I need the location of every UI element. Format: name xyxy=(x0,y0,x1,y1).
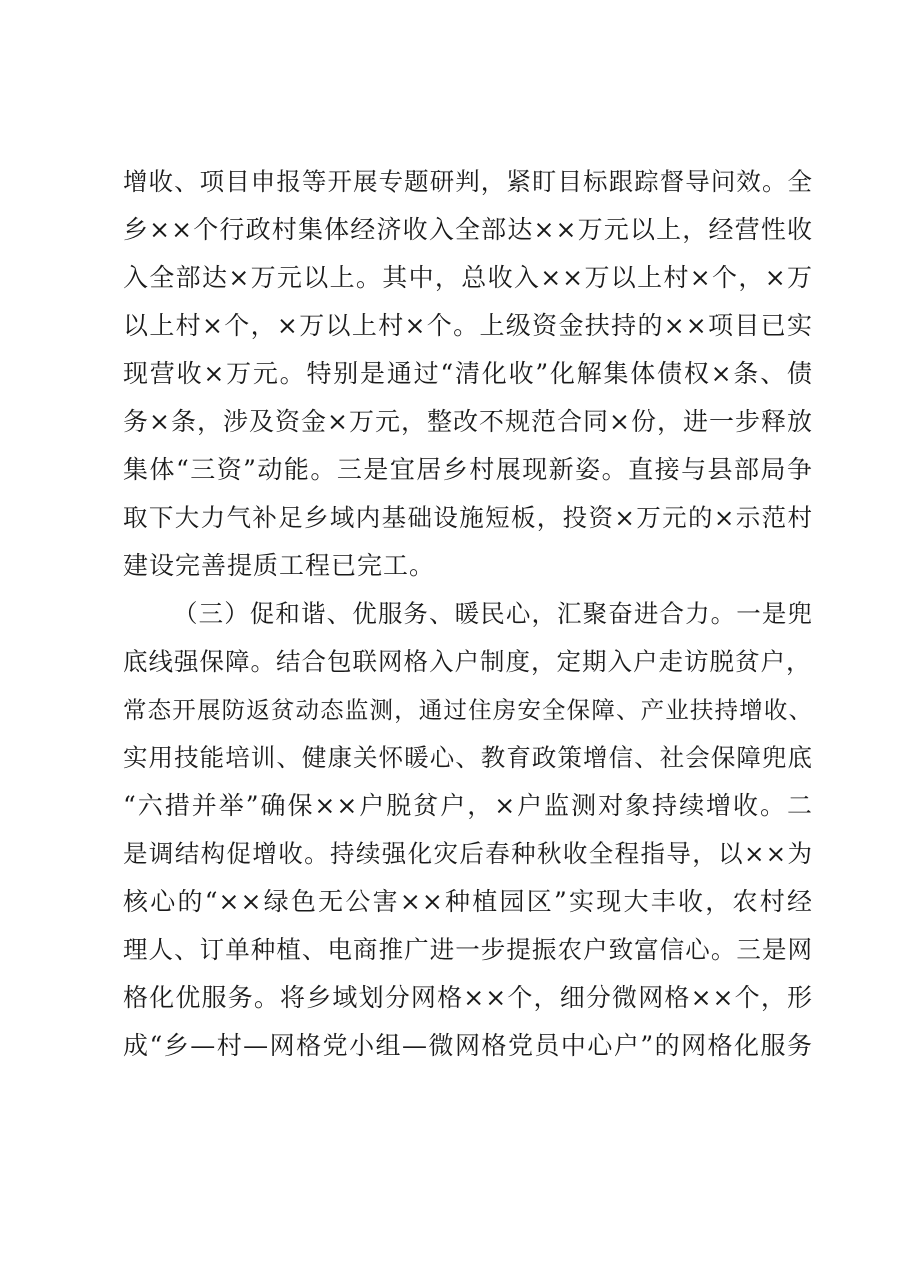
text-line: 常态开展防返贫动态监测，通过住房安全保障、产业扶持增收、 xyxy=(123,696,813,724)
text-line: 理人、订单种植、电商推广进一步提振农户致富信心。三是网 xyxy=(123,935,813,964)
text-line: 成“乡—村—网格党小组—微网格党员中心户”的网格化服务 xyxy=(123,1031,813,1060)
text-line: 底线强保障。结合包联网格入户制度，定期入户走访脱贫户， xyxy=(123,647,812,676)
body-text xyxy=(123,158,813,1070)
text-line: 乡××个行政村集体经济收入全部达××万元以上，经营性收 xyxy=(123,215,813,244)
text-line: 集体“三资”动能。三是宜居乡村展现新姿。直接与县部局争 xyxy=(123,455,813,484)
text-line: “六措并举”确保××户脱贫户，×户监测对象持续增收。二 xyxy=(123,791,813,820)
text-line: 以上村×个，×万以上村×个。上级资金扶持的××项目已实 xyxy=(123,311,813,340)
text-line: 增收、项目申报等开展专题研判，紧盯目标跟踪督导问效。全 xyxy=(123,167,813,196)
section-heading-line: （三）促和谐、优服务、暖民心，汇聚奋进合力。一是兜 xyxy=(173,599,813,628)
text-line: 建设完善提质工程已完工。 xyxy=(123,551,436,580)
text-line: 务×条，涉及资金×万元，整改不规范合同×份，进一步释放 xyxy=(123,407,813,436)
text-line: 现营收×万元。特别是通过“清化收”化解集体债权×条、债 xyxy=(123,359,813,388)
text-line: 格化优服务。将乡域划分网格××个，细分微网格××个，形 xyxy=(123,983,813,1012)
text-line: 是调结构促增收。持续强化灾后春种秋收全程指导，以××为 xyxy=(123,839,813,868)
text-line: 取下大力气补足乡域内基础设施短板，投资×万元的×示范村 xyxy=(123,503,813,532)
text-line: 入全部达×万元以上。其中，总收入××万以上村×个，×万 xyxy=(123,263,813,292)
text-line: 实用技能培训、健康关怀暖心、教育政策增信、社会保障兜底 xyxy=(123,743,813,772)
text-line: 核心的“××绿色无公害××种植园区”实现大丰收，农村经 xyxy=(123,887,813,916)
